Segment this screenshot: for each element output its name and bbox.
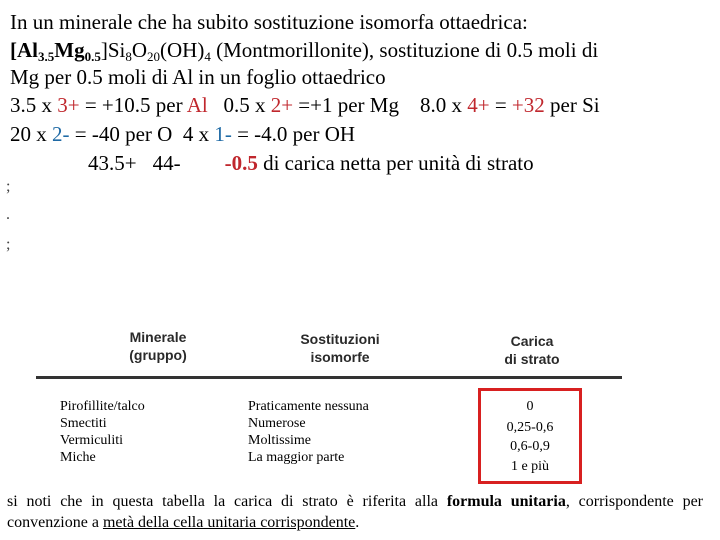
header-carica: Carica di strato: [504, 333, 560, 367]
header-sostituzioni: Sostituzioni isomorfe: [300, 331, 380, 365]
row-charge: 0,6-0,9: [510, 439, 550, 454]
negative-charges-line: 20 x 2- = -40 per O 4 x 1- = -4.0 per OH: [10, 122, 356, 146]
row-mineral: Vermiculiti: [60, 433, 123, 448]
row-charge: 1 e più: [510, 459, 550, 474]
substitution-line: Mg per 0.5 moli di Al in un foglio ottaedrico: [10, 65, 386, 89]
positive-charges-line: 3.5 x 3+ = +10.5 per Al 0.5 x 2+ =+1 per Mg 8.0 x 4+ = +32 per Si: [10, 93, 600, 117]
row-mineral: Miche: [60, 450, 96, 465]
margin-mark: .: [6, 206, 10, 223]
row-substitution: Numerose: [248, 416, 306, 431]
table-rule: [36, 376, 622, 379]
header-minerale: Minerale (gruppo): [129, 329, 187, 363]
margin-mark: ;: [6, 178, 11, 195]
totals-line: 43.5+ 44- -0.5 di carica netta per unità di strato: [88, 151, 534, 175]
row-mineral: Pirofillite/talco: [60, 399, 145, 414]
row-substitution: Praticamente nessuna: [248, 399, 369, 414]
footnote: si noti che in questa tabella la carica di strato è riferita alla formula unitaria, corrispondente per convenzione a metà della cella unitaria corrispondente.: [7, 493, 704, 531]
row-charge: 0: [526, 399, 534, 414]
formula-line: $[Al_{3.5}Mg_{0.5}]Si_8O_{20}(OH)_4$ (Montmorillonite), sostituzione di 0.5 moli di: [10, 38, 599, 64]
row-substitution: La maggior parte: [248, 450, 345, 465]
intro-line: In un minerale che ha subito sostituzione isomorfa ottaedrica:: [10, 10, 528, 34]
row-mineral: Smectiti: [60, 416, 107, 431]
margin-mark: ;: [6, 236, 11, 253]
row-charge: 0,25-0,6: [506, 420, 554, 435]
row-substitution: Moltissime: [248, 433, 312, 448]
